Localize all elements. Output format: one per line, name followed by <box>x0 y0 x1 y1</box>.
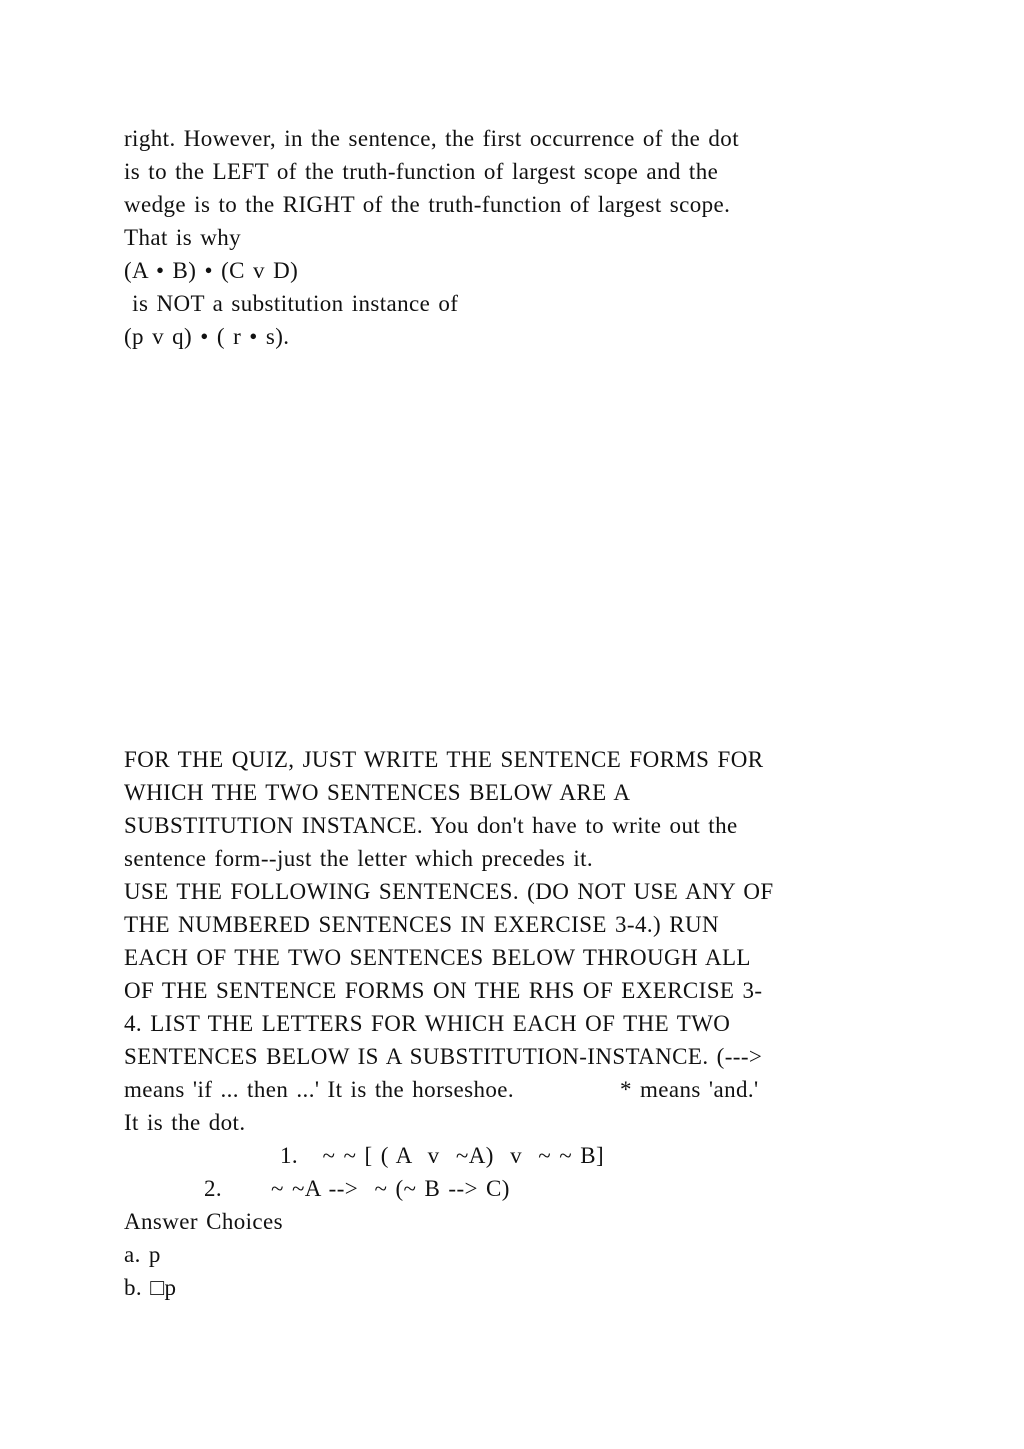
answer-choices-heading: Answer Choices <box>124 1209 283 1234</box>
quiz-sentence-2: 2. ~ ~A --> ~ (~ B --> C) <box>204 1176 510 1201</box>
formula-form: (p v q) • ( r • s). <box>124 324 290 349</box>
answer-choice-b: b. □p <box>124 1275 177 1300</box>
quiz-line: WHICH THE TWO SENTENCES BELOW ARE A <box>124 780 631 805</box>
formula-example: (A • B) • (C v D) <box>124 258 299 283</box>
quiz-line: FOR THE QUIZ, JUST WRITE THE SENTENCE FORMS FOR <box>124 747 764 772</box>
intro-line: right. However, in the sentence, the first occurrence of the dot <box>124 126 739 151</box>
quiz-line: OF THE SENTENCE FORMS ON THE RHS OF EXERCISE 3- <box>124 978 763 1003</box>
intro-line: is NOT a substitution instance of <box>124 291 459 316</box>
quiz-sentence-1: 1. ~ ~ [ ( A v ~A) v ~ ~ B] <box>280 1143 605 1168</box>
answer-choice-a: a. p <box>124 1242 161 1267</box>
intro-line: That is why <box>124 225 241 250</box>
quiz-line: SENTENCES BELOW IS A SUBSTITUTION-INSTANCE. (---> <box>124 1044 763 1069</box>
quiz-line: EACH OF THE TWO SENTENCES BELOW THROUGH ALL <box>124 945 751 970</box>
intro-paragraph <box>124 122 924 353</box>
quiz-instructions <box>124 743 924 1304</box>
quiz-line: 4. LIST THE LETTERS FOR WHICH EACH OF THE TWO <box>124 1011 731 1036</box>
quiz-line: SUBSTITUTION INSTANCE. You don't have to write out the <box>124 813 738 838</box>
intro-line: wedge is to the RIGHT of the truth-function of largest scope. <box>124 192 731 217</box>
quiz-line: means 'if ... then ...' It is the horseshoe. * means 'and.' <box>124 1077 759 1102</box>
quiz-line: It is the dot. <box>124 1110 246 1135</box>
quiz-line: THE NUMBERED SENTENCES IN EXERCISE 3-4.) RUN <box>124 912 719 937</box>
quiz-line: sentence form--just the letter which precedes it. <box>124 846 594 871</box>
intro-line: is to the LEFT of the truth-function of largest scope and the <box>124 159 719 184</box>
quiz-line: USE THE FOLLOWING SENTENCES. (DO NOT USE ANY OF <box>124 879 774 904</box>
